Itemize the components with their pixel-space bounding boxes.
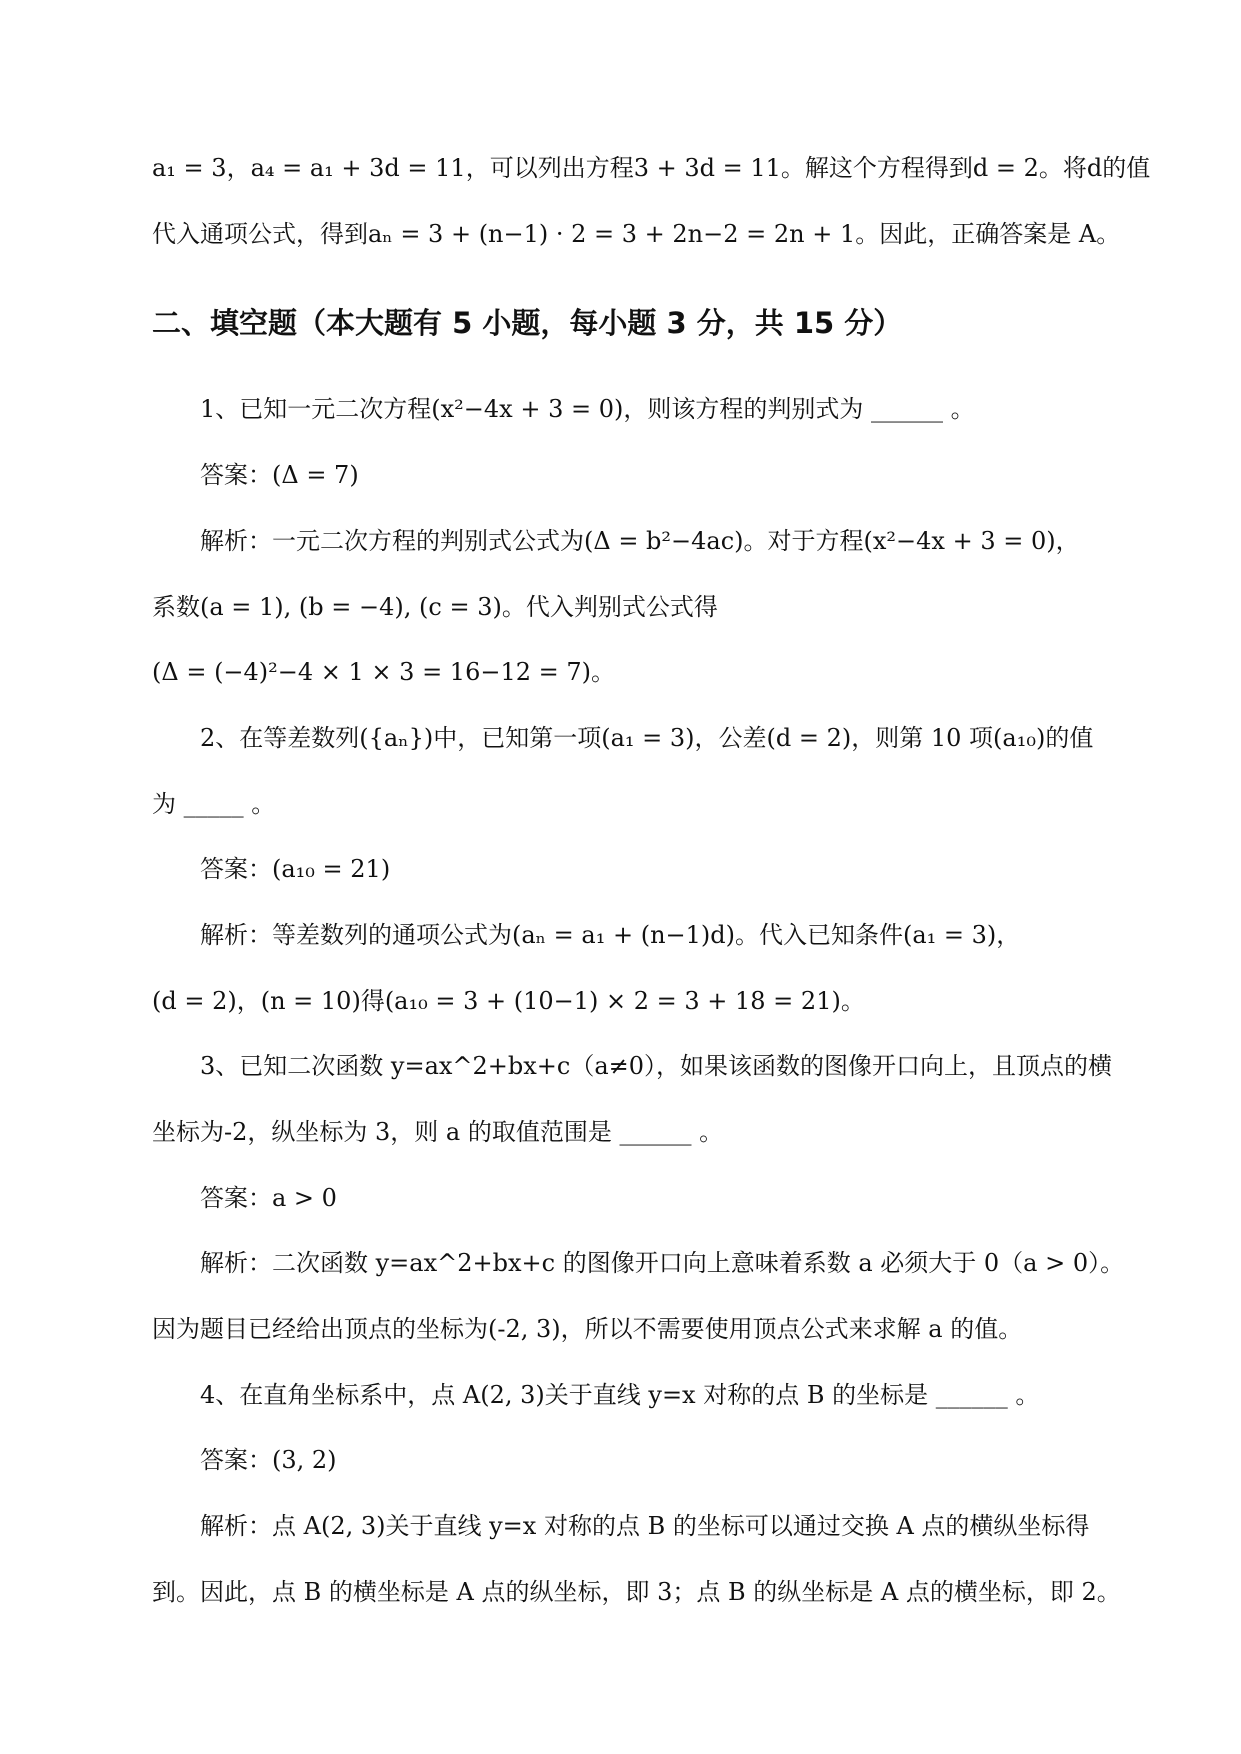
question-4: 4、在直角坐标系中，点 A(2, 3)关于直线 y=x 对称的点 B 的坐标是 ______ 。 <box>200 1381 1040 1409</box>
question-3-line-1: 3、已知二次函数 y=ax^2+bx+c（a≠0），如果该函数的图像开口向上，且顶点的横 <box>200 1052 1113 1080</box>
question-2-line-1: 2、在等差数列({aₙ})中，已知第一项(a₁ = 3)，公差(d = 2)，则第 10 项(a₁₀)的值 <box>200 724 1094 752</box>
analysis-3-line-1: 解析：二次函数 y=ax^2+bx+c 的图像开口向上意味着系数 a 必须大于 0（a > 0）。 <box>200 1249 1125 1277</box>
analysis-4-line-1: 解析：点 A(2, 3)关于直线 y=x 对称的点 B 的坐标可以通过交换 A 点的横纵坐标得 <box>200 1512 1090 1540</box>
text-line-2: 代入通项公式，得到aₙ = 3 + (n−1) · 2 = 3 + 2n−2 = 2n + 1。因此，正确答案是 A。 <box>152 220 1121 248</box>
analysis-1-line-3: (Δ = (−4)²−4 × 1 × 3 = 16−12 = 7)。 <box>152 658 615 686</box>
question-2-line-2: 为 _____ 。 <box>152 790 276 818</box>
answer-1: 答案：(Δ = 7) <box>200 461 359 489</box>
analysis-4-line-2: 到。因此，点 B 的横坐标是 A 点的纵坐标，即 3；点 B 的纵坐标是 A 点的横坐标，即 2。 <box>152 1578 1121 1606</box>
answer-4: 答案：(3, 2) <box>200 1446 337 1474</box>
analysis-1-line-2: 系数(a = 1), (b = −4), (c = 3)。代入判别式公式得 <box>152 593 718 621</box>
answer-3: 答案：a > 0 <box>200 1184 337 1212</box>
analysis-3-line-2: 因为题目已经给出顶点的坐标为(-2, 3)，所以不需要使用顶点公式来求解 a 的值。 <box>152 1315 1023 1343</box>
text-line-1: a₁ = 3，a₄ = a₁ + 3d = 11，可以列出方程3 + 3d = 11。解这个方程得到d = 2。将d的值 <box>152 154 1151 182</box>
question-1: 1、已知一元二次方程(x²−4x + 3 = 0)，则该方程的判别式为 ______ 。 <box>200 395 975 423</box>
analysis-2-line-1: 解析：等差数列的通项公式为(aₙ = a₁ + (n−1)d)。代入已知条件(a₁ = 3)， <box>200 921 1021 949</box>
question-3-line-2: 坐标为-2，纵坐标为 3，则 a 的取值范围是 ______ 。 <box>152 1118 724 1146</box>
analysis-2-line-2: (d = 2)，(n = 10)得(a₁₀ = 3 + (10−1) × 2 = 3 + 18 = 21)。 <box>152 987 865 1015</box>
section-heading: 二、填空题（本大题有 5 小题，每小题 3 分，共 15 分） <box>152 306 903 340</box>
analysis-1-line-1: 解析：一元二次方程的判别式公式为(Δ = b²−4ac)。对于方程(x²−4x + 3 = 0)， <box>200 527 1080 555</box>
answer-2: 答案：(a₁₀ = 21) <box>200 855 391 883</box>
